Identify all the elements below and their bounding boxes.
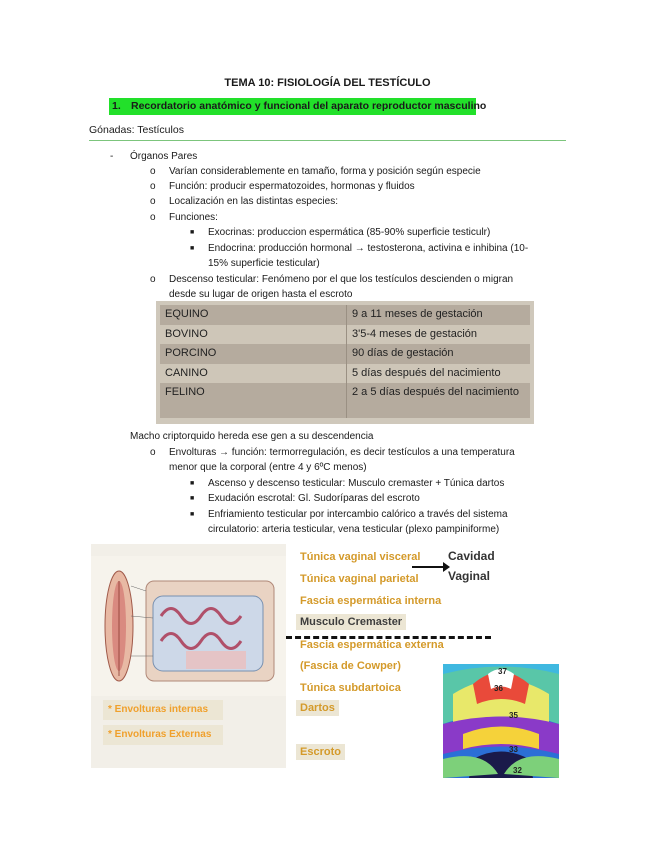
bullet-square: ■ [190, 245, 195, 252]
layer-fascia-interna: Fascia espermática interna [300, 595, 442, 607]
bullet-o: o [150, 166, 156, 177]
table-cell-time: 3'5-4 meses de gestación [347, 325, 531, 345]
layer-fascia-cowper: (Fascia de Cowper) [300, 660, 401, 672]
section-heading-text: Recordatorio anatómico y funcional del aparato reproductor masculino [131, 100, 487, 112]
bullet-o: o [150, 196, 156, 207]
item-ascenso: Ascenso y descenso testicular: Musculo cremaster + Túnica dartos [208, 478, 505, 489]
table-row [160, 325, 530, 345]
table-row [160, 305, 530, 325]
gestation-table [160, 305, 530, 418]
bullet-square: ■ [190, 480, 195, 487]
thermography-visual [443, 664, 559, 778]
divider [89, 140, 566, 141]
table-row [160, 364, 530, 384]
legend-envolturas-externas: * Envolturas Externas [103, 725, 223, 745]
testis-illustration [91, 556, 286, 696]
item-exudacion: Exudación escrotal: Gl. Sudoríparas del escroto [208, 493, 420, 504]
thermo-label: 36 [494, 684, 503, 693]
item-exocrinas: Exocrinas: produccion espermática (85-90% superficie testiculr) [208, 227, 491, 238]
page-title: TEMA 10: FISIOLOGÍA DEL TESTÍCULO [224, 77, 431, 89]
table-cell-species: CANINO [160, 364, 347, 384]
gestation-table-image [156, 301, 534, 424]
section-number: 1. [112, 100, 121, 112]
bullet-o: o [150, 181, 156, 192]
item-descenso-line2: desde su lugar de origen hasta el escroto [169, 289, 353, 300]
table-row [160, 383, 530, 418]
thermo-label: 33 [509, 745, 518, 754]
item-localizacion: Localización en las distintas especies: [169, 196, 338, 207]
layer-cremaster: Musculo Cremaster [296, 614, 406, 630]
item-descenso-line1: Descenso testicular: Fenómeno por el que los testículos descienden o migran [169, 274, 514, 285]
table-cell-time: 9 a 11 meses de gestación [347, 305, 531, 325]
vaginal-label: Vaginal [448, 569, 491, 583]
item-funcion: Función: producir espermatozoides, hormonas y fluidos [169, 181, 415, 192]
item-funciones: Funciones: [169, 212, 218, 223]
thermo-label: 35 [509, 711, 518, 720]
item-enfriamiento-line2: circulatorio: arteria testicular, vena testicular (plexo pampiniforme) [208, 524, 500, 535]
dash-bullet: - [110, 151, 114, 162]
layer-fascia-externa: Fascia espermática externa [300, 639, 444, 651]
layer-escroto: Escroto [296, 744, 345, 760]
bullet-o: o [150, 212, 156, 223]
table-cell-time: 5 días después del nacimiento [347, 364, 531, 384]
macho-line: Macho criptorquido hereda ese gen a su descendencia [130, 431, 374, 442]
table-cell-species: FELINO [160, 383, 347, 418]
table-row [160, 344, 530, 364]
thermo-label: 37 [498, 667, 507, 676]
layer-dartos: Dartos [296, 700, 339, 716]
bullet-square: ■ [190, 495, 195, 502]
table-cell-species: PORCINO [160, 344, 347, 364]
gonadas-line: Gónadas: Testículos [89, 124, 184, 136]
arrow-right-icon [410, 561, 450, 573]
item-endocrina-line2: 15% superficie testicular) [208, 258, 320, 269]
organos-pares: Órganos Pares [130, 151, 198, 162]
envolturas-line1: Envolturas → función: termorregulación, es decir testículos a una temperatura [169, 447, 515, 458]
thermography-image [443, 664, 559, 778]
cavidad-label: Cavidad [448, 549, 495, 563]
layer-tunica-visceral: Túnica vaginal visceral [300, 551, 421, 563]
section-heading [109, 98, 487, 115]
envolturas-line2: menor que la corporal (entre 4 y 6ºC menos) [169, 462, 367, 473]
legend-envolturas-internas: * Envolturas internas [103, 700, 223, 720]
table-cell-species: BOVINO [160, 325, 347, 345]
item-varian: Varían considerablemente en tamaño, forma y posición según especie [169, 166, 481, 177]
thermo-label: 32 [513, 766, 522, 775]
bullet-square: ■ [190, 229, 195, 236]
table-cell-time: 90 días de gestación [347, 344, 531, 364]
layer-tunica-subdartoica: Túnica subdartoica [300, 682, 401, 694]
bullet-o: o [150, 274, 156, 285]
layer-tunica-parietal: Túnica vaginal parietal [300, 573, 419, 585]
bullet-o: o [150, 447, 156, 458]
table-cell-species: EQUINO [160, 305, 347, 325]
item-enfriamiento-line1: Enfriamiento testicular por intercambio calórico a través del sistema [208, 509, 508, 520]
bullet-square: ■ [190, 511, 195, 518]
table-cell-time: 2 a 5 días después del nacimiento [347, 383, 531, 418]
item-endocrina-line1: Endocrina: producción hormonal → testosterona, activina e inhibina (10- [208, 243, 529, 254]
